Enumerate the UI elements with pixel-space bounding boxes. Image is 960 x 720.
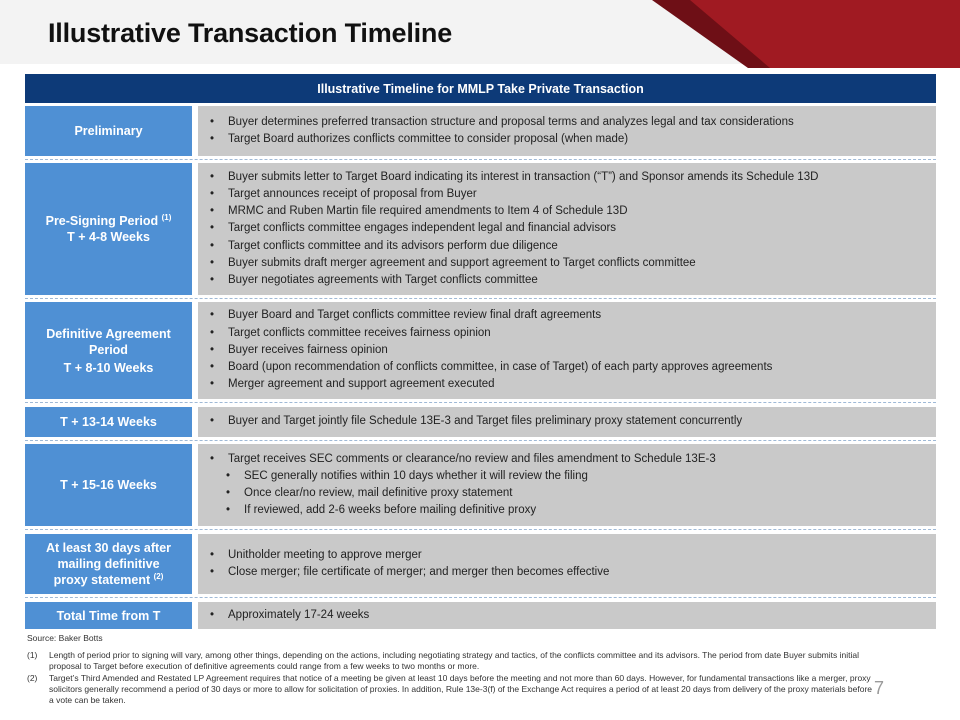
row-content	[198, 534, 936, 594]
row-content	[198, 163, 936, 295]
timeline-row-unitholder-meeting	[25, 534, 936, 594]
timeline-row-total-time	[25, 602, 936, 629]
row-label: T + 15-16 Weeks	[25, 444, 192, 526]
row-content	[198, 106, 936, 156]
row-label: Preliminary	[25, 106, 192, 156]
timeline-row-definitive-agreement	[25, 302, 936, 399]
row-label: Pre-Signing Period $^{(1)}$ T + 4-8 Weeks	[25, 163, 192, 295]
footnote-1: (1) Length of period prior to signing will vary, among other things, depending on the actions, including negotiating strategy and tactics, of the conflicts committee and its advisors. The period from date Buyer submits initial proposal to Target before execution of definitive agreements could range from a few weeks to two months or more.	[27, 650, 859, 671]
timeline-row-t-15-16	[25, 444, 936, 526]
footnote-2: (2) Target’s Third Amended and Restated LP Agreement requires that notice of a meeting be given at least 10 days before the meeting and not more than 60 days. However, for fundamental transactions like a merger, proxy solicitors generally recommend a period of 30 days or more to allow for solicitation of proxies. In addition, Rule 13e-3(f) of the Exchange Act requires a period of at least 20 days from delivery of the proxy materials before a vote can be taken.	[27, 673, 873, 705]
row-divider	[25, 159, 936, 160]
bullet-item: • Target conflicts committee engages independent legal and financial advisors	[210, 220, 936, 237]
page-title: Illustrative Transaction Timeline	[48, 18, 453, 48]
row-content	[198, 602, 936, 629]
bullet-item: • Target receives SEC comments or clearance/no review and files amendment to Schedule 13E-3	[210, 451, 936, 468]
source-note: Source: Baker Botts	[27, 633, 103, 643]
bullet-item: • Approximately 17-24 weeks	[210, 607, 936, 624]
bullet-item: • Target conflicts committee and its advisors perform due diligence	[210, 238, 936, 255]
row-content	[198, 444, 936, 526]
bullet-item: • Merger agreement and support agreement executed	[210, 376, 936, 393]
timeline-row-preliminary	[25, 106, 936, 156]
bullet-item: • Buyer receives fairness opinion	[210, 342, 936, 359]
bullet-item: • Buyer Board and Target conflicts committee review final draft agreements	[210, 307, 936, 324]
row-label: T + 13-14 Weeks	[25, 407, 192, 437]
bullet-item: • Buyer and Target jointly file Schedule 13E-3 and Target files preliminary proxy statement concurrently	[210, 413, 936, 430]
bullet-item: • Buyer submits letter to Target Board indicating its interest in transaction (“T”) and Sponsor amends its Schedule 13D	[210, 169, 936, 186]
sub-bullet-item: • Once clear/no review, mail definitive proxy statement	[210, 485, 936, 502]
row-divider	[25, 402, 936, 403]
row-divider	[25, 529, 936, 530]
bullet-item: • Buyer submits draft merger agreement and support agreement to Target conflicts committee	[210, 255, 936, 272]
row-content	[198, 407, 936, 437]
row-label: Total Time from T	[25, 602, 192, 629]
bullet-item: • Unitholder meeting to approve merger	[210, 547, 936, 564]
bullet-item: • Buyer determines preferred transaction structure and proposal terms and analyzes legal and tax considerations	[210, 114, 936, 131]
bullet-item: • Target announces receipt of proposal from Buyer	[210, 186, 936, 203]
bullet-item: • Board (upon recommendation of conflicts committee, in case of Target) of each party approves agreements	[210, 359, 936, 376]
timeline-header: Illustrative Timeline for MMLP Take Private Transaction	[25, 74, 936, 103]
sub-bullet-item: • If reviewed, add 2-6 weeks before mailing definitive proxy	[210, 502, 936, 519]
row-label: At least 30 days after mailing definitive proxy statement $^{(2)}$	[25, 534, 192, 594]
bullet-item: • Target conflicts committee receives fairness opinion	[210, 325, 936, 342]
bullet-item: • Target Board authorizes conflicts committee to consider proposal (when made)	[210, 131, 936, 148]
row-content	[198, 302, 936, 399]
bullet-item: • MRMC and Ruben Martin file required amendments to Item 4 of Schedule 13D	[210, 203, 936, 220]
bullet-item: • Buyer negotiates agreements with Target conflicts committee	[210, 272, 936, 289]
row-label: Definitive Agreement Period T + 8-10 Weeks	[25, 302, 192, 399]
timeline-row-pre-signing	[25, 163, 936, 295]
row-divider	[25, 597, 936, 598]
page-number: 7	[874, 678, 885, 698]
timeline-row-t-13-14	[25, 407, 936, 437]
row-divider	[25, 298, 936, 299]
sub-bullet-item: • SEC generally notifies within 10 days whether it will review the filing	[210, 468, 936, 485]
bullet-item: • Close merger; file certificate of merger; and merger then becomes effective	[210, 564, 936, 581]
row-divider	[25, 440, 936, 441]
